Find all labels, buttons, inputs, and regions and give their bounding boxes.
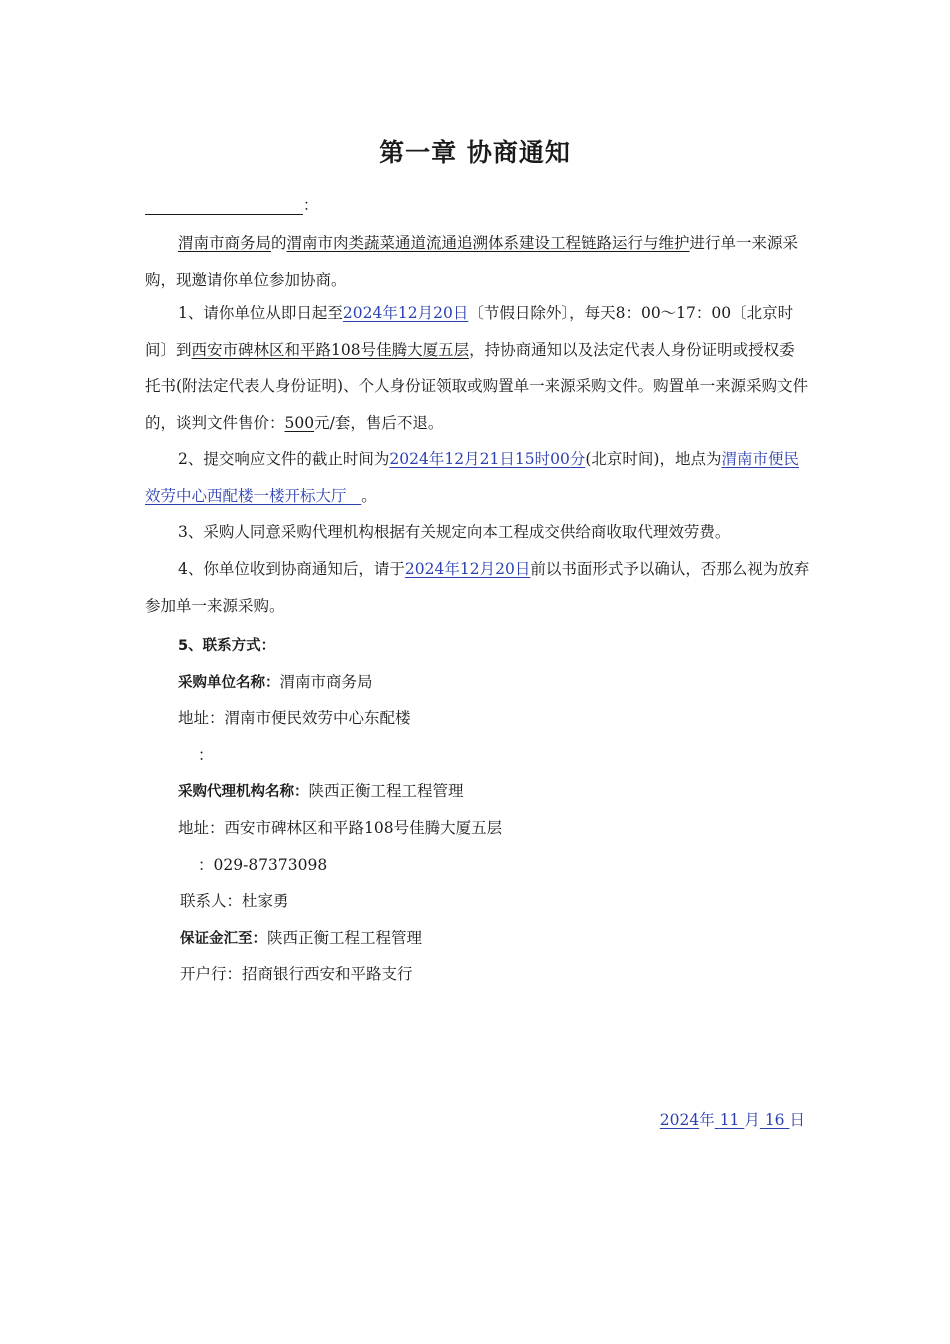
project-name: 渭南市肉类蔬菜通道流通追溯体系建设工程链路运行与维护 [286,234,690,252]
agency-address: 地址：西安市碑林区和平路108号佳腾大厦五层 [178,819,503,837]
item2-hour: 15 [514,450,535,468]
item2-year: 2024 [389,450,429,468]
sign-month: 11 [719,1111,740,1129]
addressee-colon: ： [303,196,319,214]
agency-phone: ：029-87373098 [198,856,328,874]
bank-line: 开户行：招商银行西安和平路支行 [180,965,413,983]
chapter-title: 第一章 协商通知 [379,138,571,167]
sign-day: 16 [764,1111,785,1129]
item1-month: 12 [397,304,418,322]
buyer-name: 渭南市商务局 [178,234,272,252]
item-3-paragraph: 3、采购人同意采购代理机构根据有关规定向本工程成交供给商收取代理效劳费。 [178,523,731,541]
item1-place: 西安市碑林区和平路108号佳腾大厦五层 [191,340,470,359]
intro-paragraph: 渭南市商务局的渭南市肉类蔬菜通道流通追溯体系建设工程链路运行与维护进行单一来源采购，现邀请你单位参加协商。 [145,234,799,289]
contact-person: 联系人：杜家勇 [180,892,289,910]
signature-date: 2024年 11 月 16 日 [659,1111,805,1129]
item4-year: 2024 [404,560,445,578]
deposit-line: 保证金汇至：陕西正衡工程工程管理 [180,929,423,947]
buyer-unit-line: 采购单位名称：渭南市商务局 [178,673,373,691]
item2-minute: 00 [550,450,570,468]
item2-month: 12 [444,450,465,468]
item1-price: 500 [284,413,315,432]
item-4-paragraph: 4、你单位收到协商通知后，请于2024年12月20日前以书面形式予以确认，否那么视为放弃参加单一来源采购。 [145,560,810,615]
item2-place: 渭南市便民效劳中心西配楼一楼开标大厅 [145,450,799,505]
buyer-phone: ： [198,746,214,764]
buyer-address: 地址：渭南市便民效劳中心东配楼 [178,709,411,727]
item2-day: 21 [479,450,500,468]
item4-month: 12 [459,560,480,578]
item-2-paragraph: 2、提交响应文件的截止时间为2024年12月21日15时00分(北京时间)，地点为渭南市便民效劳中心西配楼一楼开标大厅 。 [145,450,799,505]
addressee-line [145,194,318,215]
item4-day: 20 [495,560,515,578]
item1-day: 20 [433,304,453,322]
contact-heading: 5、联系方式： [178,638,276,654]
agency-line: 采购代理机构名称：陕西正衡工程工程管理 [178,782,464,800]
addressee-blank [145,198,303,215]
item1-year: 2024 [342,304,383,322]
sign-year: 2024 [659,1111,700,1129]
item-1-paragraph: 1、请你单位从即日起至2024年12月20日〔节假日除外〕，每天8：00～17：00〔北京时间〕到西安市碑林区和平路108号佳腾大厦五层，持协商通知以及法定代表人身份证明或授权委托书(附法定代表人身份证明)、个人身份证领取或购置单一来源采购文件。购置单一来源采购文件的，谈判文件售价：500元/套，售后不退。 [145,304,809,432]
